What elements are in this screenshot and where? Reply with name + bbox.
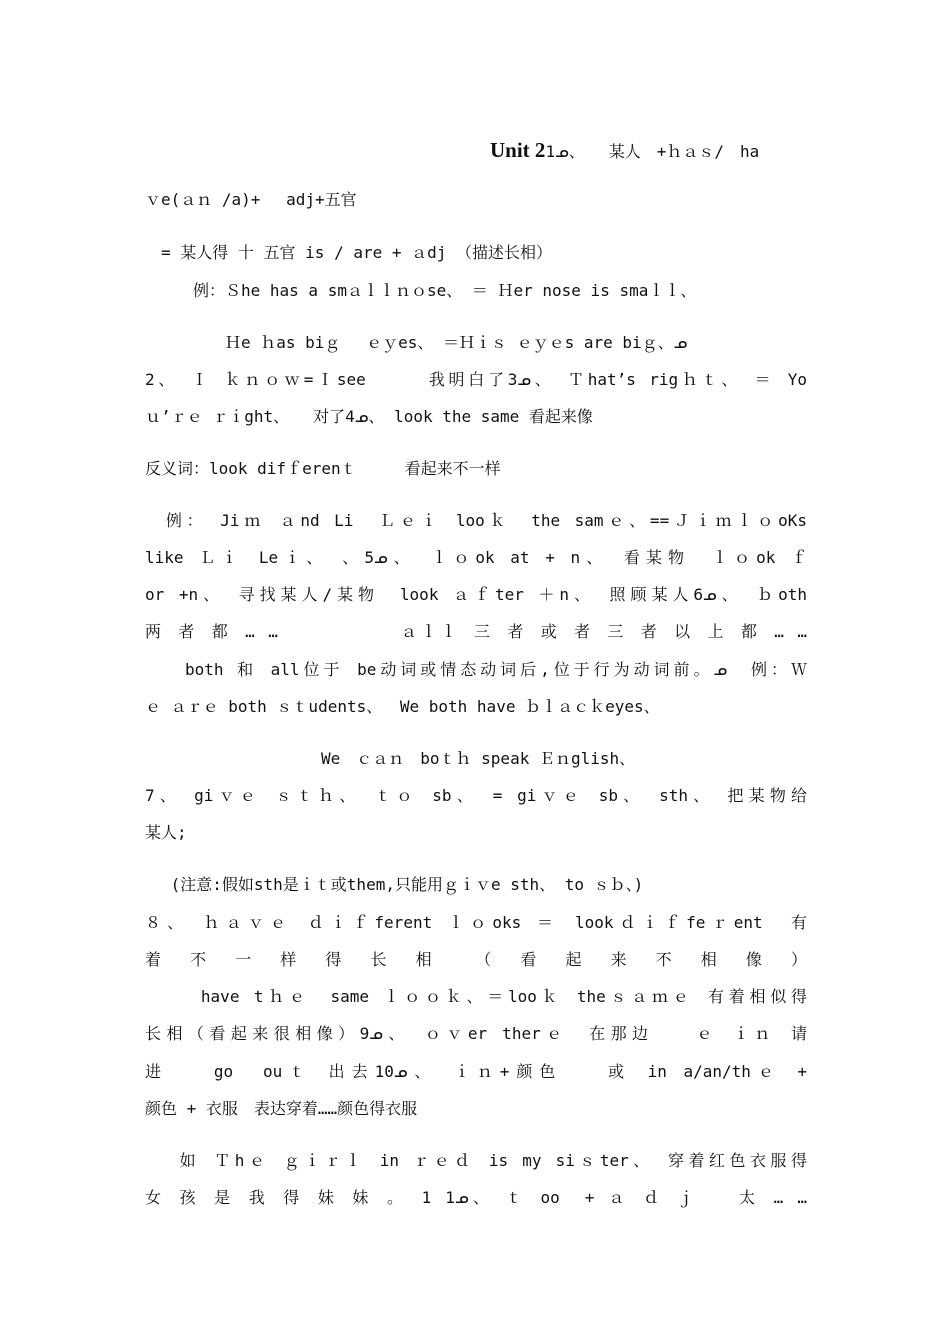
- text-line-11: or +n、 寻找某人/某物 look ａｆter ＋n、 照顾某人6ᓄ、 ｂoth: [145, 585, 807, 604]
- text-line-25: 如 Ｔhｅ ｇｉｒｌ in ｒｅｄ is my siｓter、 穿着红色衣服得: [145, 1151, 807, 1170]
- text-line-7: ｕ’ｒｅ ｒｉght、 对了4ᓄ、 look the same 看起来像: [145, 407, 593, 426]
- text-line-19: ８、 ｈａｖｅ ｄｉｆferent ｌｏoks ＝ lookｄｉｆfeｒent 有: [145, 913, 807, 932]
- text-line-22: 长相（看起来很相像）9ᓄ、 ｏｖer therｅ 在那边 ｅ ｉｎ 请: [145, 1024, 807, 1043]
- unit-title: Unit 2: [490, 138, 546, 162]
- text-line-20: 着 不 一 样 得 长 相 （ 看 起 来 不 相 像 ）: [145, 950, 807, 969]
- text-line-1: 1ᓄ、 某人 +ｈａｓ/ ha: [545, 142, 760, 161]
- text-line-15: We ｃａｎ boｔｈ speak Ｅｎglish、: [145, 749, 636, 768]
- text-line-2: ｖe(ａｎ /a)+ adj+五官: [145, 190, 357, 209]
- text-line-21: have tｈｅ same ｌｏｏｋ、＝looｋ theｓａｍｅ 有着相似得: [145, 987, 807, 1006]
- text-line-10: like Ｌｉ Leｉ、 、5ᓄ、 ｌｏok at + n、 看某物 ｌｏok ｆ: [145, 548, 807, 567]
- text-line-16: 7、 giｖｅ ｓｔｈ、 ｔｏ sb、 = giｖｅ sb、 sth、 把某物给: [145, 786, 807, 805]
- title-line: [490, 140, 790, 162]
- text-line-4: 例：Ｓhe has a smａｌｌｎｏse、 ＝ Ｈer nose is smaｌｌ、: [145, 281, 697, 300]
- text-line-6: 2、 Ｉ ｋｎｏｗ=Ｉsee 我明白了3ᓄ、 Ｔhat’s rigｈｔ、 ＝ Yo: [145, 370, 807, 389]
- text-line-3: = 某人得 十 五官 is / are + ａdj （描述长相）: [145, 243, 553, 262]
- text-line-8: 反义词：look difｆerenｔ 看起来不一样: [145, 459, 501, 478]
- text-line-9: 例： Jiｍ ａnd Li Ｌｅｉ looｋ the samｅ、==ＪｉｍｌｏoKs: [145, 511, 807, 530]
- text-line-5: Ｈe ｈas biｇ ｅｙes、 ＝Ｈｉｓ ｅｙｅs are biｇ、ᓄ: [145, 333, 688, 352]
- text-line-17: 某人;: [145, 823, 187, 842]
- text-line-12: 两 者 都 … … ａｌｌ 三 者 或 者 三 者 以 上 都 … …: [145, 622, 807, 641]
- text-line-24: 颜色 + 衣服 表达穿着……颜色得衣服: [145, 1099, 418, 1118]
- text-line-26: 女 孩 是 我 得 妹 妹 。 1 1ᓄ、 ｔ oo + ａ ｄ ｊ 太 … …: [145, 1188, 807, 1207]
- text-line-18: (注意:假如sth是ｉｔ或them,只能用ｇｉｖe sth、 to ｓｂ、): [145, 875, 644, 894]
- text-line-23: 进 go ouｔ 出去10ᓄ、 ｉｎ+颜色 或 in a/an/thｅ +: [145, 1062, 807, 1081]
- text-line-14: ｅ ａｒｅ both ｓｔudents、 We both have ｂｌａｃｋeyes、: [145, 697, 660, 716]
- text-line-13: both 和 all位于 be动词或情态动词后,位于行为动词前。ᓄ 例：Ｗ: [145, 660, 807, 679]
